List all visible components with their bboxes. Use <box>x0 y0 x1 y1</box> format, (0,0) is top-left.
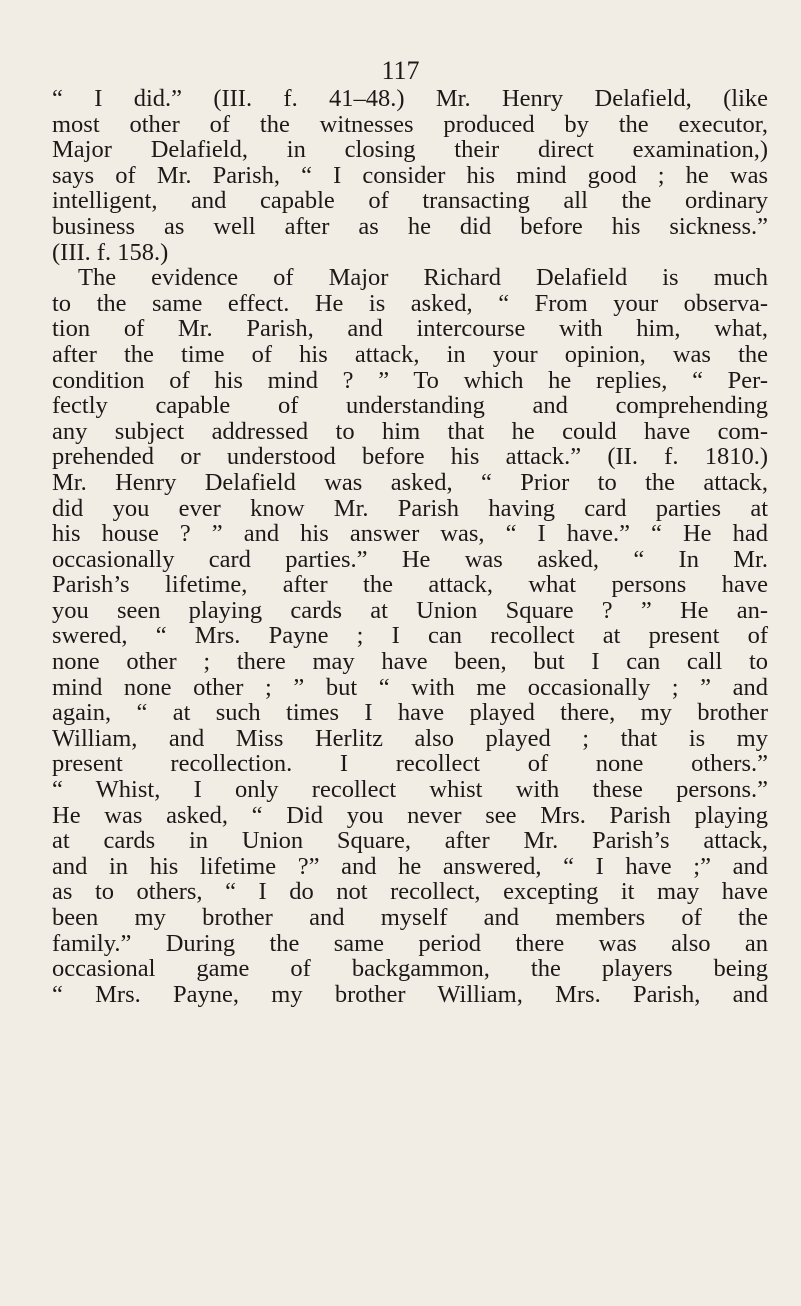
text-line: did you ever know Mr. Parish having card parties at <box>52 494 768 522</box>
text-line: been my brother and myself and members of the <box>52 904 768 931</box>
text-line: says of Mr. Parish, “ I consider his mind good ; he was <box>52 161 768 189</box>
text-line: occasionally card parties.” He was asked, “ In Mr. <box>52 545 768 573</box>
text-line: Mr. Henry Delafield was asked, “ Prior to the attack, <box>52 468 768 496</box>
text-line: Parish’s lifetime, after the attack, what persons have <box>52 571 768 599</box>
text-line: occasional game of backgammon, the players being <box>52 955 768 983</box>
text-line: after the time of his attack, in your opinion, was the <box>52 340 768 368</box>
text-line: condition of his mind ? ” To which he replies, “ Per- <box>52 366 768 394</box>
text-line: intelligent, and capable of transacting all the ordinary <box>52 187 768 215</box>
text-line: at cards in Union Square, after Mr. Parish’s attack, <box>52 827 768 855</box>
text-line: family.” During the same period there was also an <box>52 929 768 957</box>
text-line: “ I did.” (III. f. 41–48.) Mr. Henry Delafield, (like <box>52 85 768 112</box>
text-line: “ Whist, I only recollect whist with these persons.” <box>52 776 768 804</box>
text-line: “ Mrs. Payne, my brother William, Mrs. Parish, and <box>52 980 768 1008</box>
text-line: any subject addressed to him that he could have com- <box>52 417 768 445</box>
page-number: 117 <box>381 56 420 85</box>
text-line: He was asked, “ Did you never see Mrs. Parish playing <box>52 801 768 829</box>
text-line: to the same effect. He is asked, “ From your observa- <box>52 289 768 317</box>
body-text <box>52 86 768 1007</box>
text-line: business as well after as he did before his sickness.” <box>52 212 768 240</box>
text-line: you seen playing cards at Union Square ? ” He an- <box>52 596 768 624</box>
text-line: (III. f. 158.) <box>52 238 169 266</box>
paragraph-start-line: The evidence of Major Richard Delafield is much <box>78 264 768 292</box>
text-line: present recollection. I recollect of none others.” <box>52 750 768 778</box>
text-line: none other ; there may have been, but I can call to <box>52 648 768 676</box>
text-line: Major Delafield, in closing their direct examination,) <box>52 136 768 164</box>
text-line: most other of the witnesses produced by the executor, <box>52 110 768 138</box>
text-line: and in his lifetime ?” and he answered, “ I have ;” and <box>52 852 768 880</box>
text-line: as to others, “ I do not recollect, excepting it may have <box>52 878 768 906</box>
text-line: again, “ at such times I have played there, my brother <box>52 699 768 727</box>
text-line: tion of Mr. Parish, and intercourse with him, what, <box>52 315 768 343</box>
text-line: his house ? ” and his answer was, “ I have.” “ He had <box>52 520 768 548</box>
text-line: prehended or understood before his attack.” (II. f. 1810.) <box>52 443 768 471</box>
text-line: mind none other ; ” but “ with me occasionally ; ” and <box>52 673 768 701</box>
text-line: fectly capable of understanding and comprehending <box>52 392 768 420</box>
text-line: swered, “ Mrs. Payne ; I can recollect at present of <box>52 622 768 650</box>
text-line: William, and Miss Herlitz also played ; that is my <box>52 724 768 752</box>
